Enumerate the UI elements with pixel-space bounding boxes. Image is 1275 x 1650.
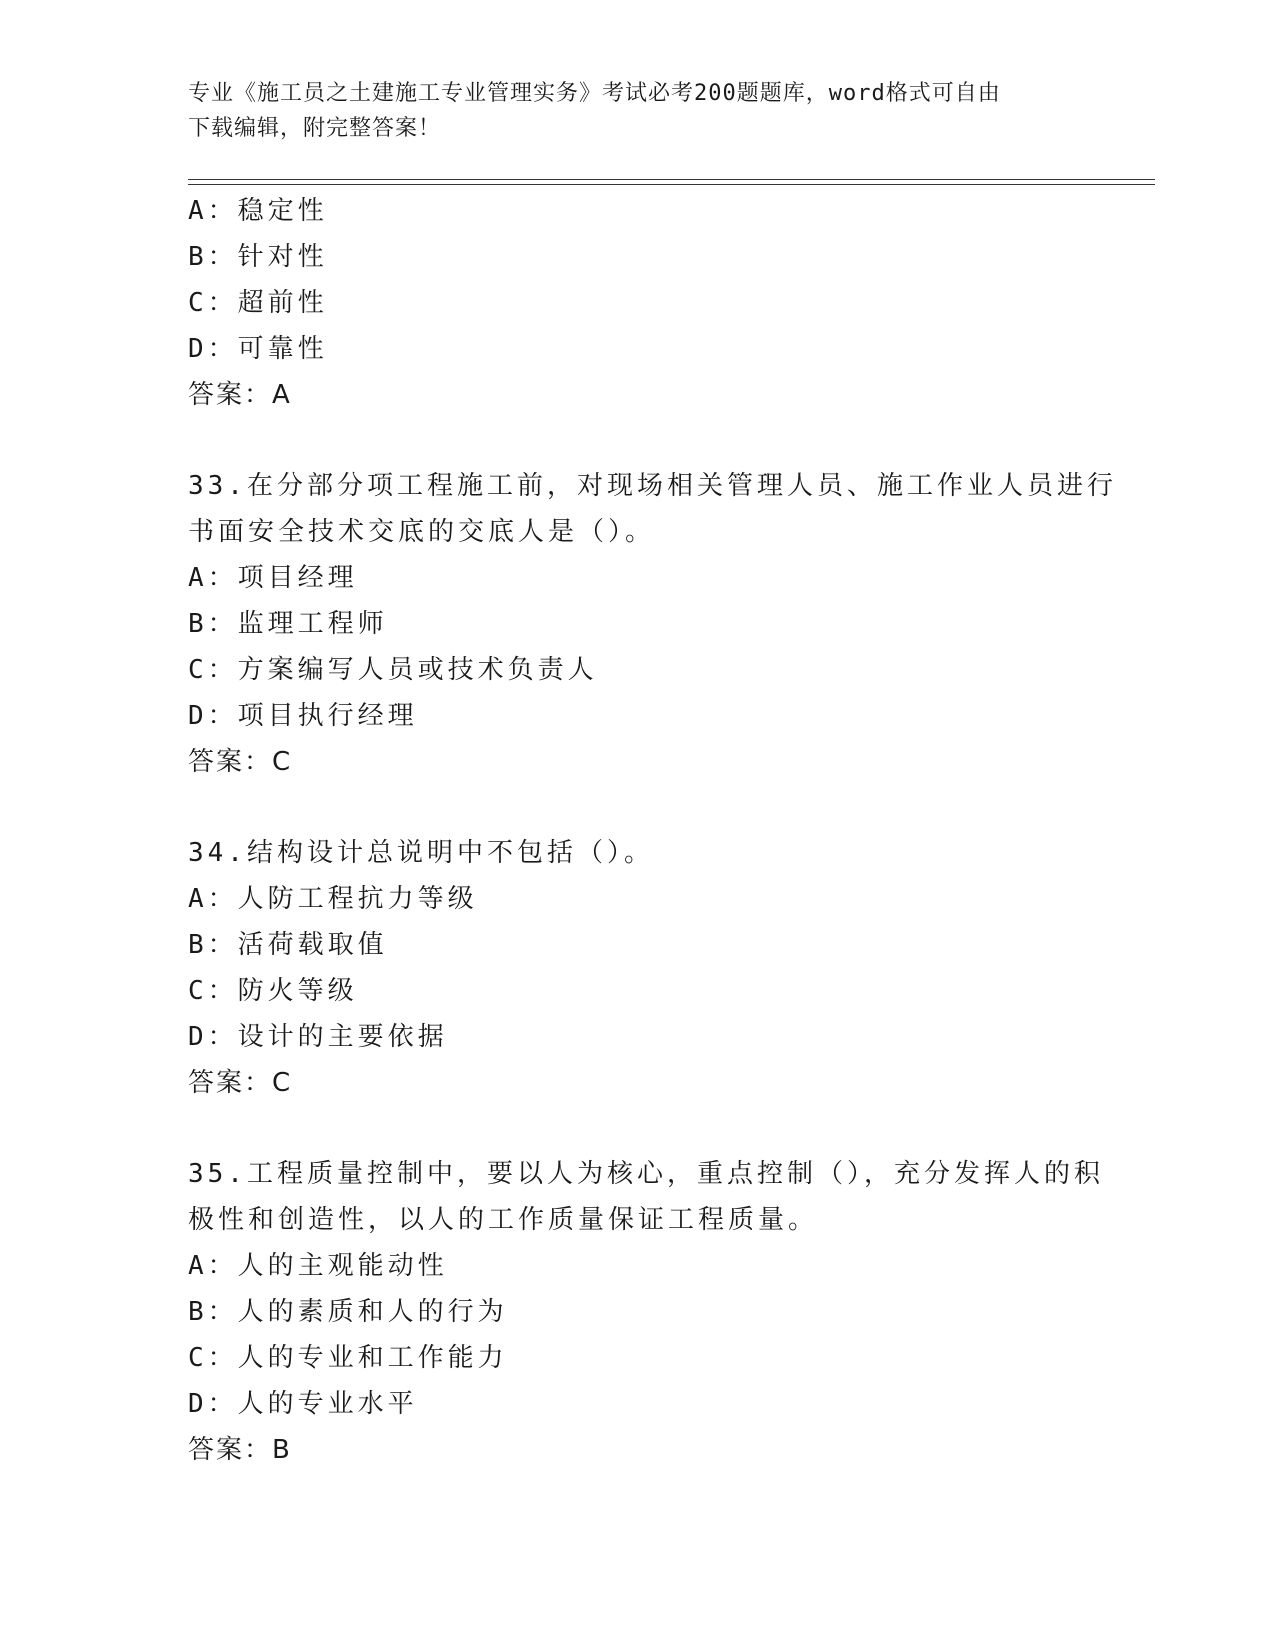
question-text: 33.在分部分项工程施工前，对现场相关管理人员、施工作业人员进行 xyxy=(188,471,1117,501)
answer-label: 答案：C xyxy=(188,747,293,777)
option-a: A：项目经理 xyxy=(188,563,358,593)
header-line-1: 专业《施工员之土建施工专业管理实务》考试必考200题题库，word格式可自由 xyxy=(188,81,1001,106)
option-d: D：设计的主要依据 xyxy=(188,1022,448,1052)
option-c: C：防火等级 xyxy=(188,976,358,1006)
option-d: D：项目执行经理 xyxy=(188,701,418,731)
question-list xyxy=(188,188,1117,1473)
option-c: C：超前性 xyxy=(188,288,328,318)
header-divider-top xyxy=(188,179,1155,180)
option-c: C：人的专业和工作能力 xyxy=(188,1343,508,1373)
answer-label: 答案：C xyxy=(188,1068,293,1098)
header-divider-bottom xyxy=(188,184,1155,185)
header-line-2: 下载编辑，附完整答案！ xyxy=(188,116,442,141)
option-b: B：活荷载取值 xyxy=(188,930,388,960)
option-d: D：可靠性 xyxy=(188,334,328,364)
question-block xyxy=(188,188,1088,418)
option-a: A：稳定性 xyxy=(188,196,328,226)
option-b: B：针对性 xyxy=(188,242,328,272)
option-c: C：方案编写人员或技术负责人 xyxy=(188,655,598,685)
question-text: 35.工程质量控制中，要以人为核心，重点控制（），充分发挥人的积 xyxy=(188,1159,1104,1189)
question-block xyxy=(188,463,1117,785)
document-header xyxy=(188,76,1068,146)
option-a: A：人的主观能动性 xyxy=(188,1251,448,1281)
question-text: 极性和创造性，以人的工作质量保证工程质量。 xyxy=(188,1205,819,1235)
question-text: 34.结构设计总说明中不包括（）。 xyxy=(188,838,654,868)
question-block xyxy=(188,830,1088,1106)
option-a: A：人防工程抗力等级 xyxy=(188,884,478,914)
answer-label: 答案：B xyxy=(188,1435,292,1465)
answer-label: 答案：A xyxy=(188,380,292,410)
question-text: 书面安全技术交底的交底人是（）。 xyxy=(188,517,656,547)
option-b: B：人的素质和人的行为 xyxy=(188,1297,508,1327)
option-b: B：监理工程师 xyxy=(188,609,388,639)
option-d: D：人的专业水平 xyxy=(188,1389,418,1419)
question-block xyxy=(188,1151,1104,1473)
